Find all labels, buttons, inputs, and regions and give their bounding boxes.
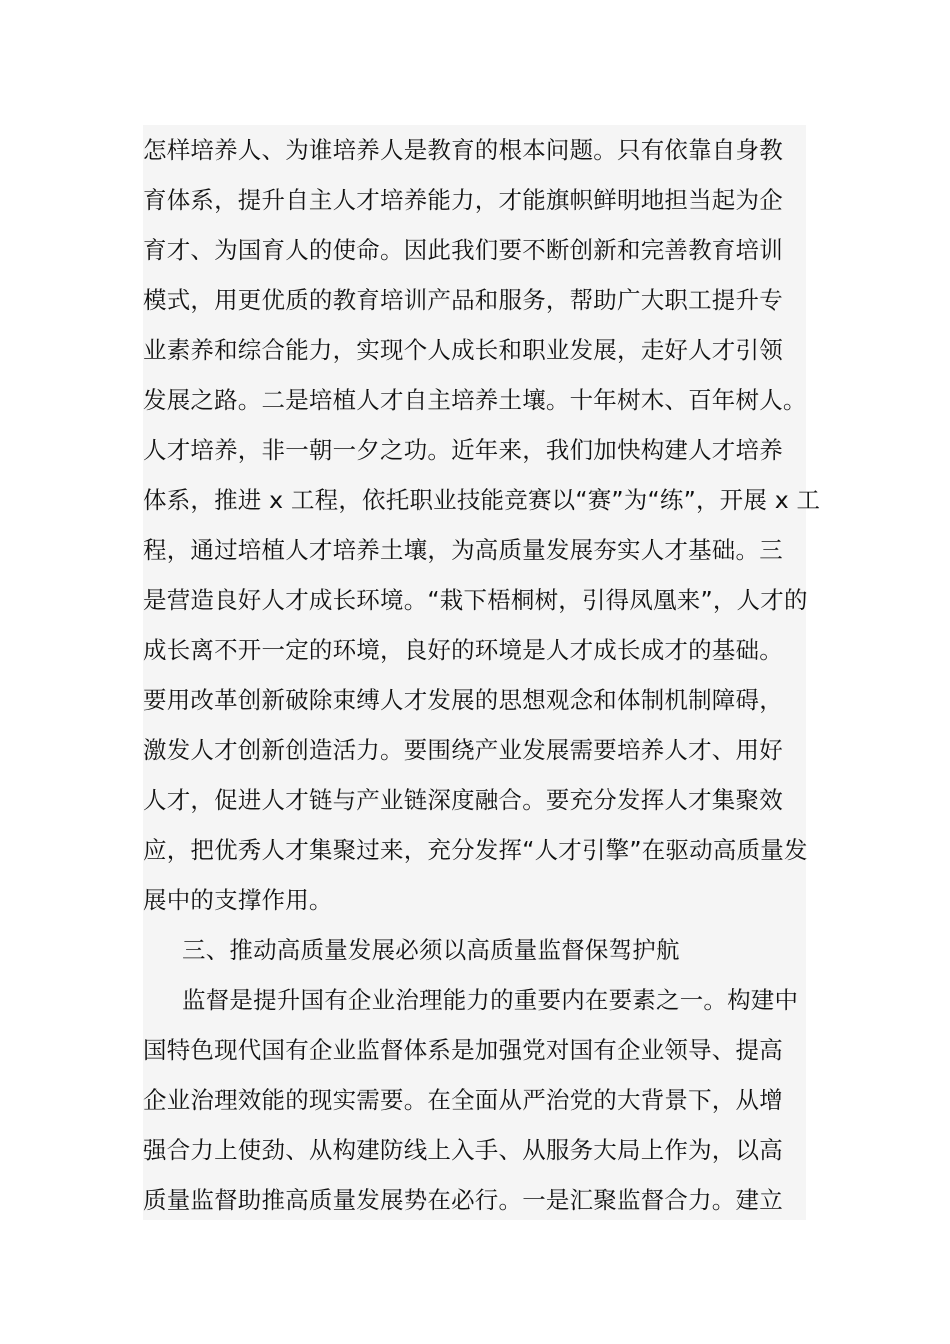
section-heading: 三、推动高质量发展必须以高质量监督保驾护航 xyxy=(182,936,680,964)
paragraph-line: 怎样培养人、为谁培养人是教育的根本问题。只有依靠自身教 xyxy=(143,136,783,164)
paragraph-line: 激发人才创新创造活力。要围绕产业发展需要培养人才、用好 xyxy=(143,736,783,764)
section-paragraph-line: 质量监督助推高质量发展势在必行。一是汇聚监督合力。建立 xyxy=(143,1186,783,1214)
paragraph-line: 模式，用更优质的教育培训产品和服务，帮助广大职工提升专 xyxy=(143,286,783,314)
paragraph-line: 是营造良好人才成长环境。“栽下梧桐树，引得凤凰来”，人才的 xyxy=(143,586,808,614)
paragraph-line: 体系，推进 x 工程，依托职业技能竞赛以“赛”为“练”，开展 x 工 xyxy=(143,486,821,514)
paragraph-line: 业素养和综合能力，实现个人成长和职业发展，走好人才引领 xyxy=(143,336,783,364)
section-paragraph-line: 企业治理效能的现实需要。在全面从严治党的大背景下，从增 xyxy=(143,1086,783,1114)
paragraph-line: 要用改革创新破除束缚人才发展的思想观念和体制机制障碍， xyxy=(143,686,783,714)
section-paragraph-line: 监督是提升国有企业治理能力的重要内在要素之一。构建中 xyxy=(182,986,799,1014)
paragraph-line: 成长离不开一定的环境，良好的环境是人才成长成才的基础。 xyxy=(143,636,783,664)
paragraph-line: 展中的支撑作用。 xyxy=(143,886,333,914)
paragraph-line: 发展之路。二是培植人才自主培养土壤。十年树木、百年树人。 xyxy=(143,386,807,414)
paragraph-line: 育才、为国育人的使命。因此我们要不断创新和完善教育培训 xyxy=(143,236,783,264)
paragraph-line: 程，通过培植人才培养土壤，为高质量发展夯实人才基础。三 xyxy=(143,536,783,564)
paragraph-line: 人才培养，非一朝一夕之功。近年来，我们加快构建人才培养 xyxy=(143,436,783,464)
paragraph-line: 应，把优秀人才集聚过来，充分发挥“人才引擎”在驱动高质量发 xyxy=(143,836,808,864)
section-paragraph-line: 强合力上使劲、从构建防线上入手、从服务大局上作为，以高 xyxy=(143,1136,783,1164)
paragraph-line: 人才，促进人才链与产业链深度融合。要充分发挥人才集聚效 xyxy=(143,786,783,814)
section-paragraph-line: 国特色现代国有企业监督体系是加强党对国有企业领导、提高 xyxy=(143,1036,783,1064)
paragraph-line: 育体系，提升自主人才培养能力，才能旗帜鲜明地担当起为企 xyxy=(143,186,783,214)
